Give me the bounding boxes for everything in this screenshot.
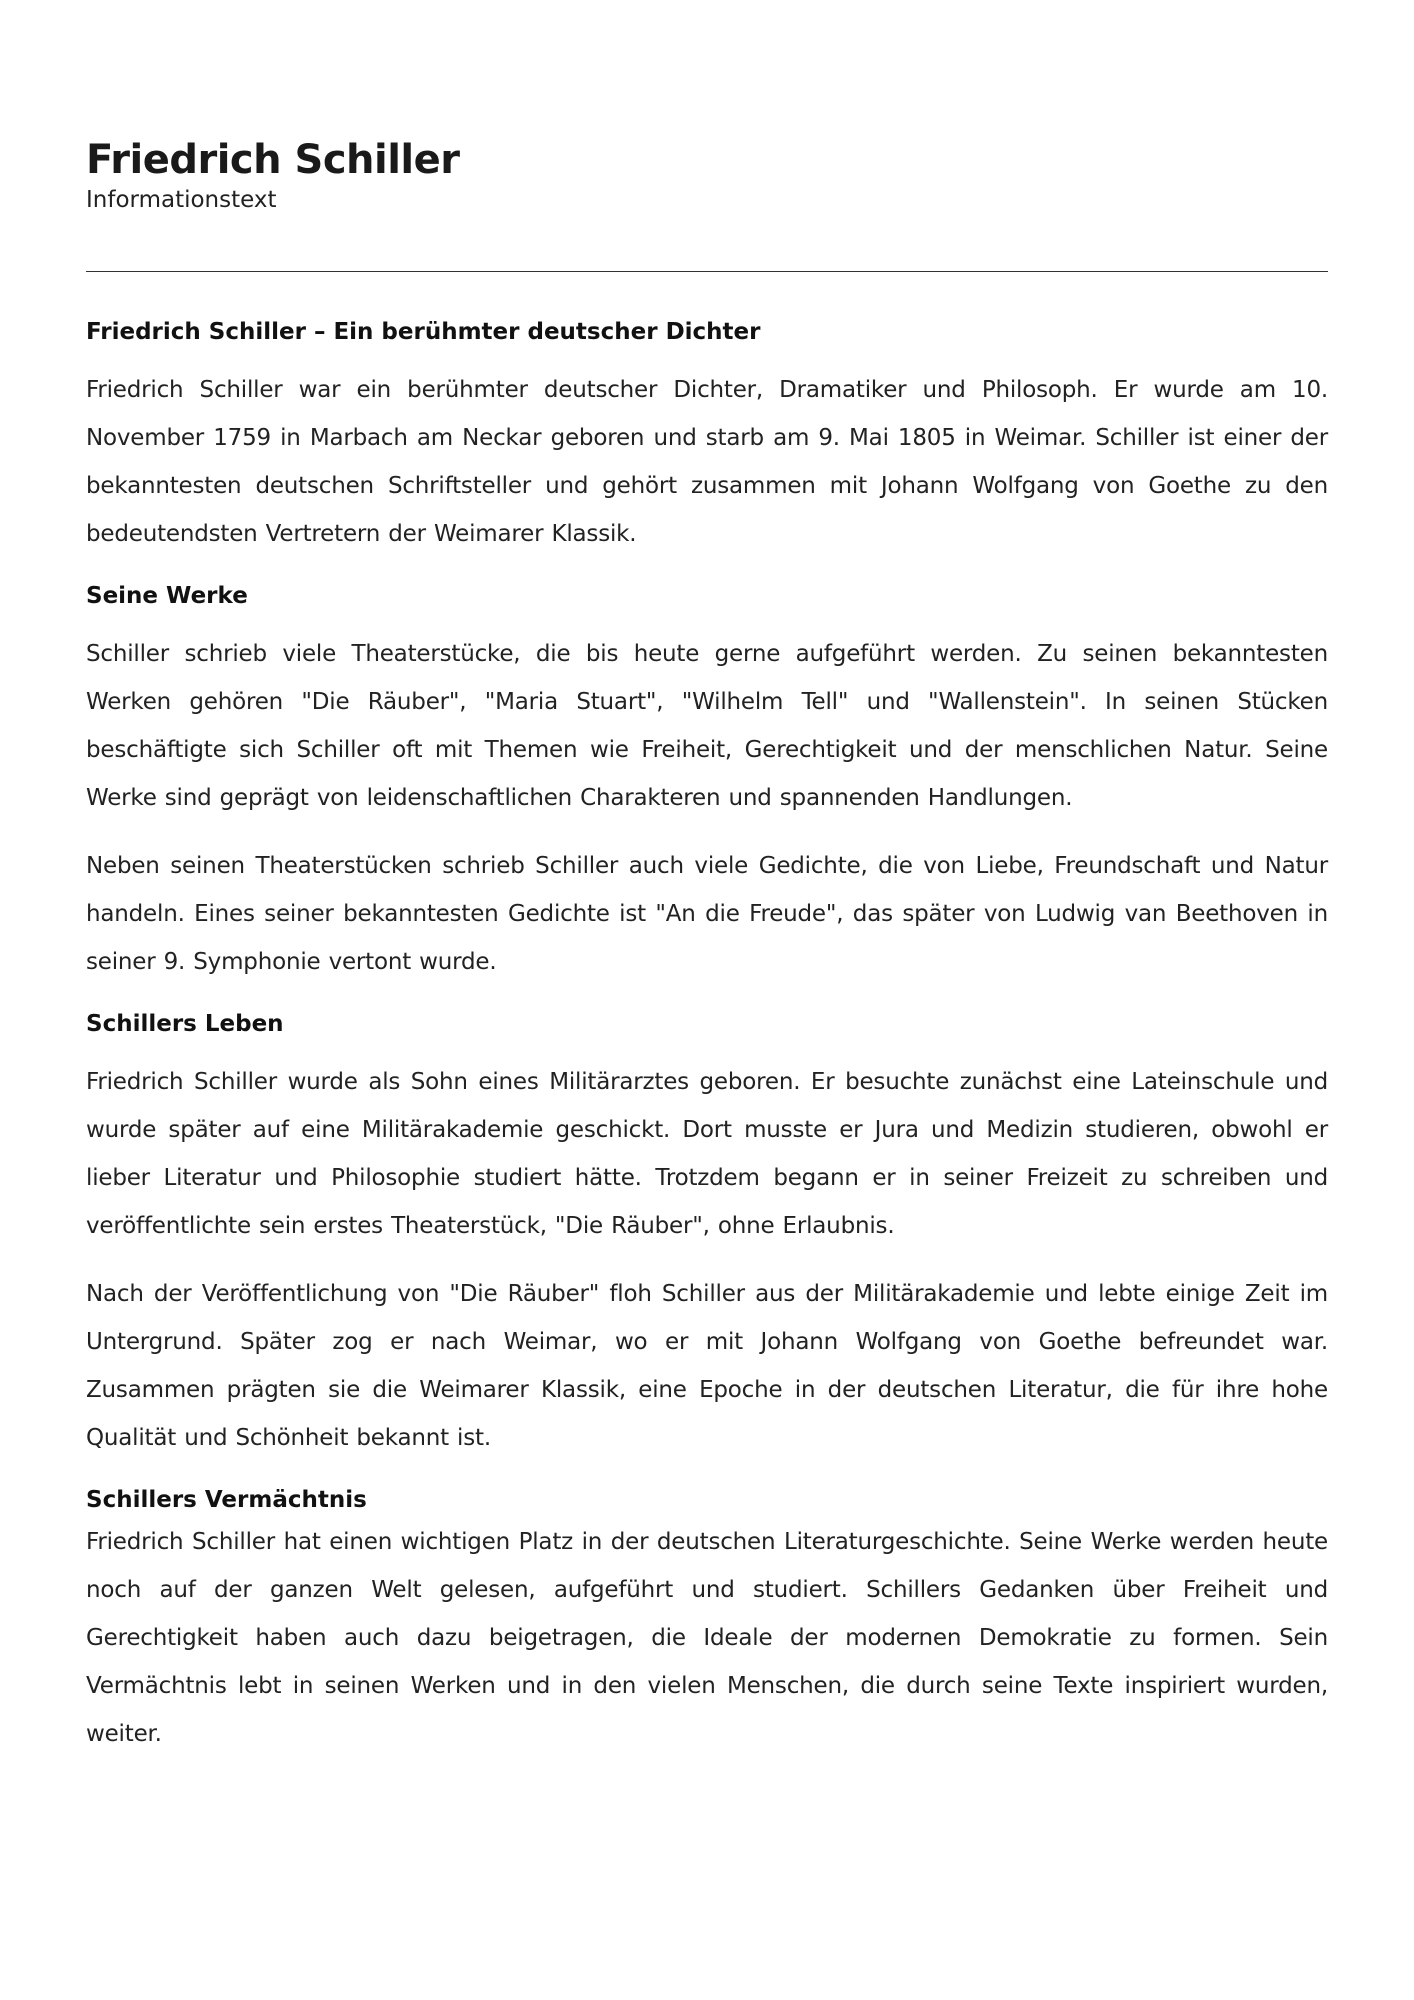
section-heading: Friedrich Schiller – Ein berühmter deutscher Dichter bbox=[86, 319, 761, 345]
page-subtitle: Informationstext bbox=[86, 187, 277, 213]
paragraph: Friedrich Schiller wurde als Sohn eines Militärarztes geboren. Er besuchte zunächst eine Lateinschule und wurde später auf eine Militärakademie geschickt. Dort musste er Jura und Medizin studieren, obwohl er lieber Literatur und Philosophie studiert hätte. Trotzdem begann er in seiner Freizeit zu schreiben und veröffentlichte sein erstes Theaterstück, "Die Räuber", ohne Erlaubnis. bbox=[86, 1069, 1328, 1239]
document-page bbox=[86, 136, 1328, 1747]
paragraph: Neben seinen Theaterstücken schrieb Schiller auch viele Gedichte, die von Liebe, Freundschaft und Natur handeln. Eines seiner bekanntesten Gedichte ist "An die Freude", das später von Ludwig van Beethoven in seiner 9. Symphonie vertont wurde. bbox=[86, 853, 1328, 975]
section-works bbox=[86, 578, 1328, 986]
section-heading: Schillers Vermächtnis bbox=[86, 1487, 367, 1513]
section-intro bbox=[86, 314, 1328, 558]
paragraph: Friedrich Schiller hat einen wichtigen Platz in der deutschen Literaturgeschichte. Seine Werke werden heute noch auf der ganzen Welt gelesen, aufgeführt und studiert. Schillers Gedanken über Freiheit und Gerechtigkeit haben auch dazu beigetragen, die Ideale der modernen Demokratie zu formen. Sein Vermächtnis lebt in seinen Werken und in den vielen Menschen, die durch seine Texte inspiriert wurden, weiter. bbox=[86, 1529, 1328, 1747]
header-divider bbox=[86, 271, 1328, 272]
page-title: Friedrich Schiller bbox=[86, 137, 460, 183]
section-legacy bbox=[86, 1482, 1328, 1758]
paragraph: Nach der Veröffentlichung von "Die Räuber" floh Schiller aus der Militärakademie und lebte einige Zeit im Untergrund. Später zog er nach Weimar, wo er mit Johann Wolfgang von Goethe befreundet war. Zusammen prägten sie die Weimarer Klassik, eine Epoche in der deutschen Literatur, die für ihre hohe Qualität und Schönheit bekannt ist. bbox=[86, 1281, 1328, 1451]
paragraph: Friedrich Schiller war ein berühmter deutscher Dichter, Dramatiker und Philosoph. Er wurde am 10. November 1759 in Marbach am Neckar geboren und starb am 9. Mai 1805 in Weimar. Schiller ist einer der bekanntesten deutschen Schriftsteller und gehört zusammen mit Johann Wolfgang von Goethe zu den bedeutendsten Vertretern der Weimarer Klassik. bbox=[86, 377, 1328, 547]
section-heading: Schillers Leben bbox=[86, 1011, 284, 1037]
document-body bbox=[86, 314, 1328, 1778]
paragraph: Schiller schrieb viele Theaterstücke, die bis heute gerne aufgeführt werden. Zu seinen bekanntesten Werken gehören "Die Räuber", "Maria Stuart", "Wilhelm Tell" und "Wallenstein". In seinen Stücken beschäftigte sich Schiller oft mit Themen wie Freiheit, Gerechtigkeit und der menschlichen Natur. Seine Werke sind geprägt von leidenschaftlichen Charakteren und spannenden Handlungen. bbox=[86, 641, 1328, 811]
section-heading: Seine Werke bbox=[86, 583, 248, 609]
section-life bbox=[86, 1006, 1328, 1462]
